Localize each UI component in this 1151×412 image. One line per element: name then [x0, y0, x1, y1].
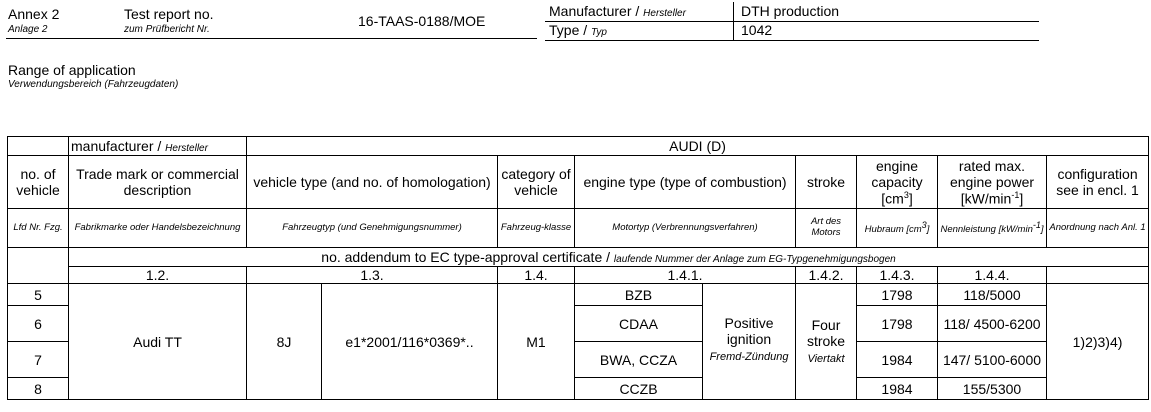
ref-vehicle-type: 1.3. — [247, 267, 498, 284]
de-config: Anordnung nach Anl. 1 — [1047, 209, 1149, 248]
manufacturer-row — [545, 2, 1039, 22]
col-category-header: category of vehicle — [498, 156, 575, 209]
col-trademark-header: Trade mark or commercial description — [69, 156, 247, 209]
ref-power: 1.4.4. — [938, 267, 1047, 284]
empty-cell — [8, 137, 69, 156]
engine-code: BWA, CCZA — [575, 342, 703, 378]
col-vehicle-type-header: vehicle type (and no. of homologation) — [247, 156, 498, 209]
report-header — [6, 6, 537, 39]
range-subtitle: Verwendungsbereich (Fahrzeugdaten) — [8, 79, 179, 90]
manufacturer-type-block — [545, 2, 1039, 40]
type-value: 1042 — [741, 22, 773, 38]
ref-category: 1.4. — [498, 267, 575, 284]
col-capacity-header: engine capacity $[cm^3]$ — [857, 156, 938, 209]
capacity-value: 1984 — [857, 378, 938, 400]
reference-row — [8, 267, 1149, 284]
column-headers-de — [8, 209, 1149, 248]
empty-cell — [1047, 267, 1149, 284]
power-value: 118/5000 — [938, 284, 1047, 306]
engine-code: CDAA — [575, 306, 703, 342]
vehicle-no: 7 — [8, 342, 69, 378]
annex-label-de: Anlage 2 — [8, 24, 48, 35]
de-stroke: Art des Motors — [796, 209, 857, 248]
homologation-number: e1*2001/116*0369*.. — [322, 284, 498, 400]
manufacturer-label: Manufacturer / Hersteller — [549, 3, 686, 19]
capacity-value: 1984 — [857, 342, 938, 378]
vehicle-no: 6 — [8, 306, 69, 342]
manufacturer-header: manufacturer / Hersteller — [69, 137, 247, 156]
engine-code: CCZB — [575, 378, 703, 400]
de-capacity: Hubraum [cm3] — [857, 209, 938, 248]
power-value: 118/ 4500-6200 — [938, 306, 1047, 342]
ref-stroke: 1.4.2. — [796, 267, 857, 284]
range-title: Range of application — [8, 62, 136, 78]
de-category: Fahrzeug-klasse — [498, 209, 575, 248]
vehicle-type-code: 8J — [247, 284, 322, 400]
power-value: 147/ 5100-6000 — [938, 342, 1047, 378]
header-divider — [733, 2, 734, 40]
vehicle-no: 5 — [8, 284, 69, 306]
column-headers-en — [8, 156, 1149, 209]
de-trademark: Fabrikmarke oder Handelsbezeichnung — [69, 209, 247, 248]
manufacturer-value: DTH production — [741, 3, 840, 19]
power-value: 155/5300 — [938, 378, 1047, 400]
col-power-header: rated max. engine power $[kW/\min^{-1}]$ — [938, 156, 1047, 209]
de-vehicle-type: Fahrzeugtyp (und Genehmigungsnummer) — [247, 209, 498, 248]
application-table — [7, 136, 1149, 400]
table-row — [8, 284, 1149, 306]
capacity-value: 1798 — [857, 284, 938, 306]
manufacturer-row — [8, 137, 1149, 156]
col-engine-type-header: engine type (type of combustion) — [575, 156, 796, 209]
category-cell: M1 — [498, 284, 575, 400]
stroke-cell: Four stroke Viertakt — [796, 284, 857, 400]
ref-engine-type: 1.4.1. — [575, 267, 796, 284]
type-label: Type / Typ — [549, 22, 607, 38]
empty-cell — [8, 248, 69, 284]
capacity-value: 1798 — [857, 306, 938, 342]
report-no-label: Test report no. — [124, 6, 214, 22]
de-engine-type: Motortyp (Verbrennungsverfahren) — [575, 209, 796, 248]
ref-trademark: 1.2. — [69, 267, 247, 284]
manufacturer-value: AUDI (D) — [247, 137, 1149, 156]
annex-label: Annex 2 — [8, 6, 60, 22]
col-config-header: configuration see in encl. 1 — [1047, 156, 1149, 209]
type-row — [545, 21, 1039, 41]
configuration-cell: 1)2)3)4) — [1047, 284, 1149, 400]
combustion-cell: Positive ignition Fremd-Zündung — [703, 284, 796, 400]
col-no-header: no. of vehicle — [8, 156, 69, 209]
report-no-label-de: zum Prüfbericht Nr. — [124, 24, 210, 35]
vehicle-no: 8 — [8, 378, 69, 400]
addendum-header: no. addendum to EC type-approval certificate / laufende Nummer der Anlage zum EG-Typgenehmigungsbogen — [69, 248, 1149, 267]
col-stroke-header: stroke — [796, 156, 857, 209]
ref-capacity: 1.4.3. — [857, 267, 938, 284]
engine-code: BZB — [575, 284, 703, 306]
de-no: Lfd Nr. Fzg. — [8, 209, 69, 248]
addendum-row — [8, 248, 1149, 267]
trademark-cell: Audi TT — [69, 284, 247, 400]
report-number: 16-TAAS-0188/MOE — [358, 13, 486, 29]
de-power: Nennleistung [kW/min-1] — [938, 209, 1047, 248]
